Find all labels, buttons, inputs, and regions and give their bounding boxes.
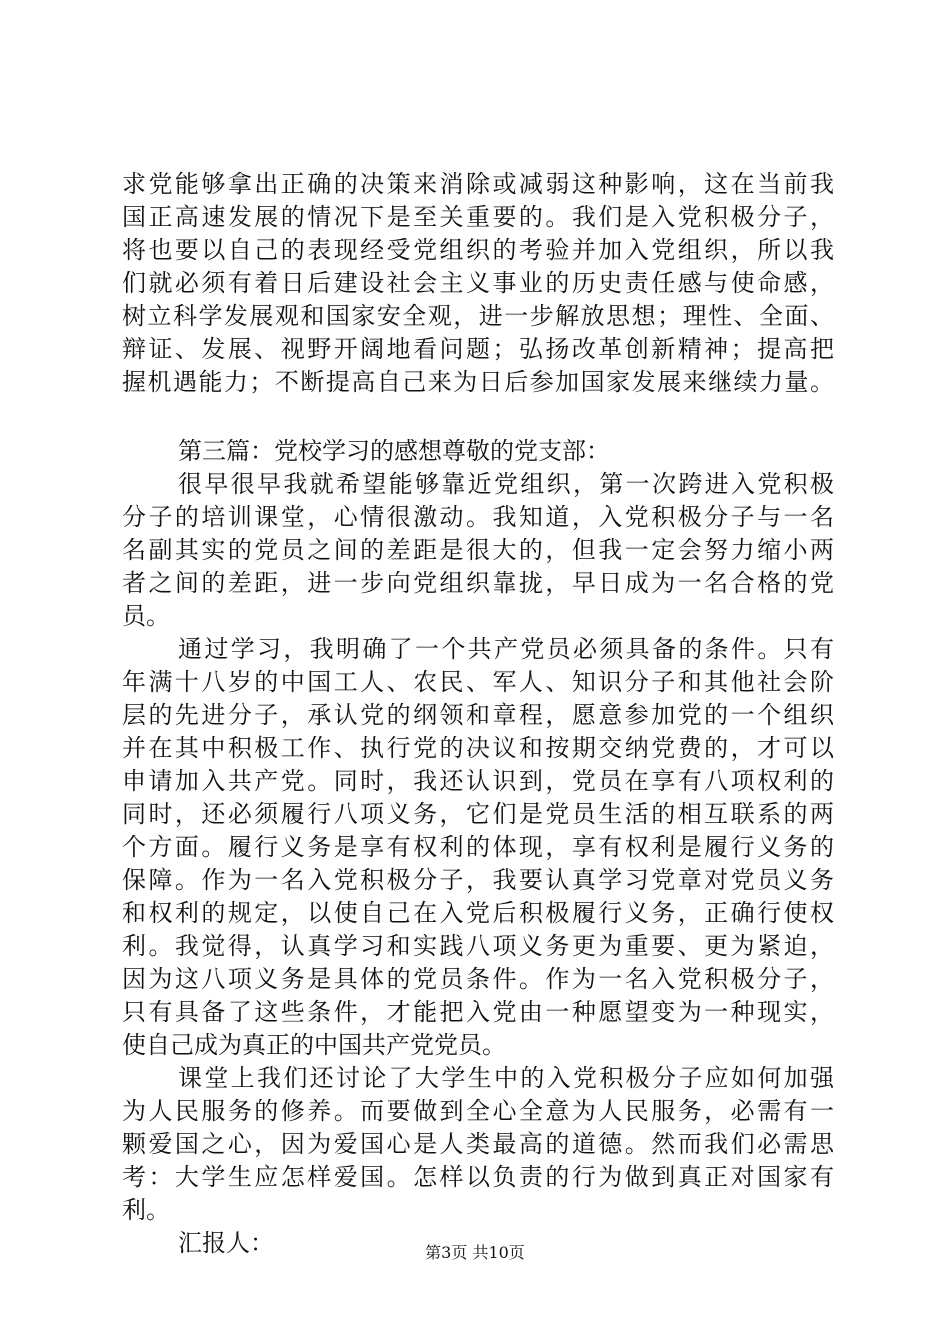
text-line: 者之间的差距，进一步向党组织靠拢，早日成为一名合格的党 [122, 569, 834, 597]
top-paragraph [122, 168, 834, 399]
text-line: 颗爱国之心，因为爱国心是人类最高的道德。然而我们必需思 [122, 1130, 834, 1158]
text-line: 利。我觉得，认真学习和实践八项义务更为重要、更为紧迫， [122, 932, 834, 960]
text-line: 握机遇能力；不断提高自己来为日后参加国家发展来继续力量。 [122, 368, 834, 396]
text-line: 通过学习，我明确了一个共产党员必须具备的条件。只有 [178, 635, 834, 663]
paragraph-1 [122, 468, 834, 633]
text-line: 分子的培训课堂，心情很激动。我知道，入党积极分子与一名 [122, 503, 834, 531]
text-line: 年满十八岁的中国工人、农民、军人、知识分子和其他社会阶 [122, 668, 834, 696]
text-line: 同时，还必须履行八项义务，它们是党员生活的相互联系的两 [122, 800, 834, 828]
text-line: 名副其实的党员之间的差距是很大的，但我一定会努力缩小两 [122, 536, 834, 564]
page-number: 第3页 共10页 [425, 1243, 525, 1262]
text-line: 员。 [122, 602, 170, 630]
paragraph-2 [122, 633, 834, 1062]
section-heading: 第三篇：党校学习的感想尊敬的党支部： [178, 437, 610, 465]
paragraph-3 [122, 1062, 834, 1227]
text-line: 因为这八项义务是具体的党员条件。作为一名入党积极分子， [122, 965, 834, 993]
text-line: 并在其中积极工作、执行党的决议和按期交纳党费的，才可以 [122, 734, 834, 762]
text-line: 使自己成为真正的中国共产党党员。 [122, 1031, 506, 1059]
text-line: 树立科学发展观和国家安全观，进一步解放思想；理性、全面、 [122, 302, 834, 330]
text-line: 和权利的规定，以使自己在入党后积极履行义务，正确行使权 [122, 899, 834, 927]
text-line: 很早很早我就希望能够靠近党组织，第一次跨进入党积极 [178, 470, 834, 498]
text-line: 为人民服务的修养。而要做到全心全意为人民服务，必需有一 [122, 1097, 834, 1125]
text-line: 课堂上我们还讨论了大学生中的入党积极分子应如何加强 [178, 1064, 834, 1092]
text-line: 只有具备了这些条件，才能把入党由一种愿望变为一种现实， [122, 998, 834, 1026]
text-line: 层的先进分子，承认党的纲领和章程，愿意参加党的一个组织 [122, 701, 834, 729]
text-line: 辩证、发展、视野开阔地看问题；弘扬改革创新精神；提高把 [122, 335, 834, 363]
text-line: 求党能够拿出正确的决策来消除或减弱这种影响，这在当前我 [122, 170, 834, 198]
text-line: 将也要以自己的表现经受党组织的考验并加入党组织，所以我 [122, 236, 834, 264]
text-line: 国正高速发展的情况下是至关重要的。我们是入党积极分子， [122, 203, 834, 231]
document-body [122, 168, 834, 1260]
text-line: 个方面。履行义务是享有权利的体现，享有权利是履行义务的 [122, 833, 834, 861]
text-line: 申请加入共产党。同时，我还认识到，党员在享有八项权利的 [122, 767, 834, 795]
text-line: 利。 [122, 1196, 170, 1224]
paragraph-gap [122, 399, 834, 435]
text-line: 保障。作为一名入党积极分子，我要认真学习党章对党员义务 [122, 866, 834, 894]
text-line: 们就必须有着日后建设社会主义事业的历史责任感与使命感， [122, 269, 834, 297]
text-line: 考：大学生应怎样爱国。怎样以负责的行为做到真正对国家有 [122, 1163, 834, 1191]
signature-label: 汇报人： [178, 1229, 274, 1257]
